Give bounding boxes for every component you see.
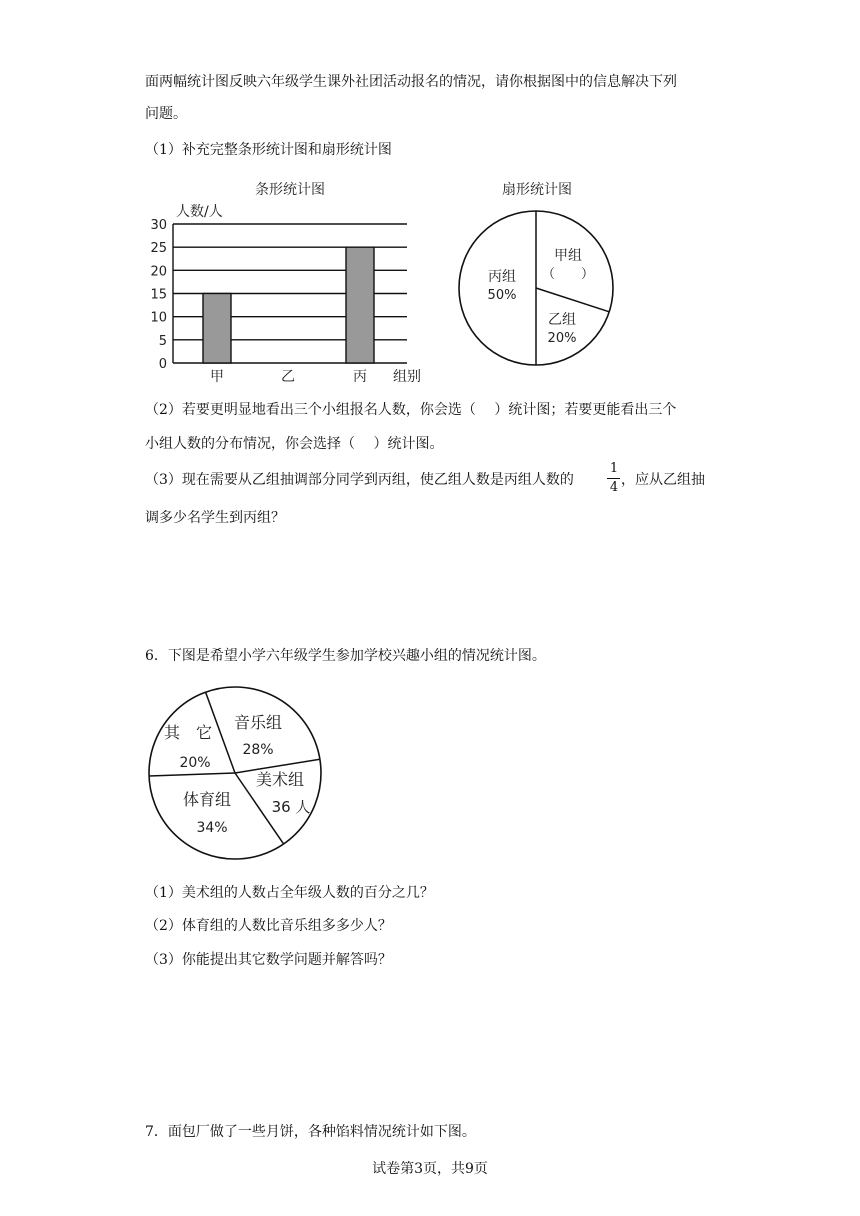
pie2-value-sports: 34% xyxy=(196,820,228,836)
pie-chart-1 xyxy=(452,172,627,372)
bar-0 xyxy=(203,294,231,364)
pie1-value-jia: （ ） xyxy=(541,267,595,282)
q5-intro-line2: 问题。 xyxy=(145,106,187,122)
q6-sub1: （1）美术组的人数占全年级人数的百分之几？ xyxy=(145,885,434,901)
bar-chart-xlabel: 组别 xyxy=(393,369,421,385)
bar-xtick-label: 丙 xyxy=(353,369,367,385)
pie2-label-other: 其 它 xyxy=(163,723,213,742)
pie1-label-bing: 丙组 xyxy=(488,269,516,285)
pie1-title: 扇形统计图 xyxy=(502,182,572,198)
pie1-label-yi: 乙组 xyxy=(548,312,576,328)
fraction-numerator: 1 xyxy=(609,461,619,476)
fraction-denominator: 4 xyxy=(609,480,619,495)
bar-ytick-label: 30 xyxy=(150,218,167,233)
q6-title: 6．下图是希望小学六年级学生参加学校兴趣小组的情况统计图。 xyxy=(145,648,546,664)
pie-slice-edge xyxy=(149,773,235,776)
bar-chart-title: 条形统计图 xyxy=(255,182,325,198)
q5-intro-line1: 面两幅统计图反映六年级学生课外社团活动报名的情况，请你根据图中的信息解决下列 xyxy=(145,74,677,90)
pie2-value-other: 20% xyxy=(179,755,211,771)
pie2-value-music: 28% xyxy=(242,742,274,758)
q5-part1: （1）补充完整条形统计图和扇形统计图 xyxy=(145,142,392,158)
pie1-value-bing: 50% xyxy=(487,288,517,303)
bar-ytick-label: 5 xyxy=(158,333,167,349)
q5-part3-line1b: ，应从乙组抽 xyxy=(621,472,705,488)
pie-slice-edge xyxy=(536,288,609,312)
q6-sub2: （2）体育组的人数比音乐组多多少人？ xyxy=(145,918,392,934)
bar-chart xyxy=(140,172,440,387)
bar-ytick-label: 15 xyxy=(150,287,167,303)
bar-ytick-label: 0 xyxy=(158,357,167,372)
bar-xtick-label: 甲 xyxy=(210,369,224,385)
pie2-label-sports: 体育组 xyxy=(182,790,232,809)
pie2-label-music: 音乐组 xyxy=(233,713,283,732)
page-footer: 试卷第3页，共9页 xyxy=(372,1161,488,1177)
pie-chart-2 xyxy=(140,680,330,870)
q7-title: 7．面包厂做了一些月饼，各种馅料情况统计如下图。 xyxy=(145,1124,476,1140)
fraction-bar xyxy=(607,478,620,479)
q5-part3-line1a: （3）现在需要从乙组抽调部分同学到丙组，使乙组人数是丙组人数的 xyxy=(145,472,574,488)
bar-chart-ylabel: 人数/人 xyxy=(176,204,223,220)
pie2-label-art: 美术组 xyxy=(255,770,305,789)
bar-ytick-label: 10 xyxy=(150,310,167,326)
pie1-value-yi: 20% xyxy=(547,331,577,346)
q5-part2-line2: 小组人数的分布情况，你会选择（ ）统计图。 xyxy=(145,436,444,452)
pie2-value-art: 36 人 xyxy=(271,798,311,816)
bar-ytick-label: 25 xyxy=(150,241,167,257)
q5-part3-line2: 调多少名学生到丙组？ xyxy=(145,510,285,526)
bar-2 xyxy=(346,247,374,363)
q5-part2-line1: （2）若要更明显地看出三个小组报名人数，你会选（ ）统计图；若要更能看出三个 xyxy=(145,402,677,418)
bar-ytick-label: 20 xyxy=(150,264,167,280)
pie1-label-jia: 甲组 xyxy=(554,248,582,264)
q6-sub3: （3）你能提出其它数学问题并解答吗？ xyxy=(145,952,392,968)
bar-xtick-label: 乙 xyxy=(281,369,295,385)
